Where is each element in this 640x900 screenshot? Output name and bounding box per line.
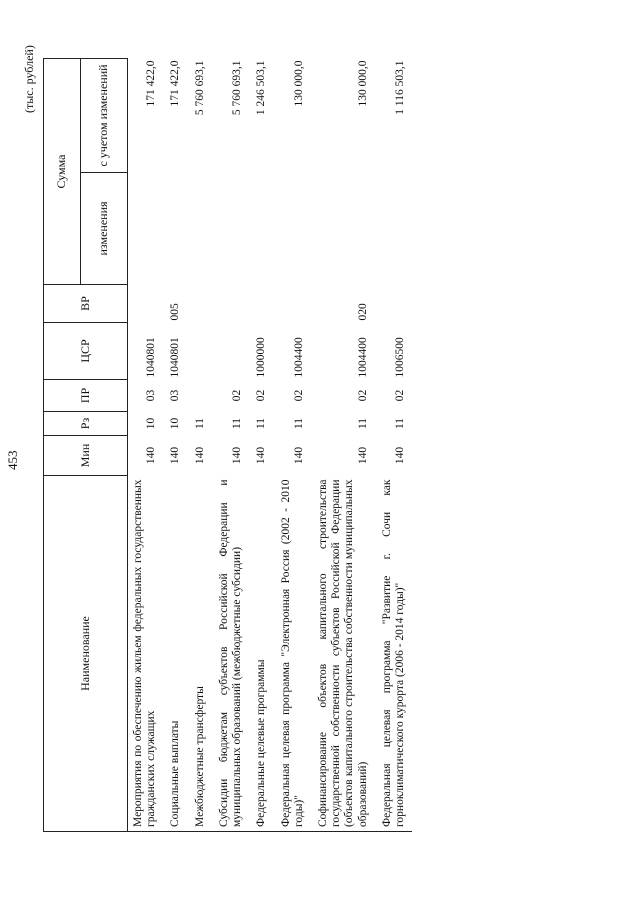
row-min: 140 bbox=[255, 446, 268, 465]
row-total: 5 760 693,1 bbox=[231, 60, 244, 116]
row-total: 1 116 503,1 bbox=[394, 60, 407, 115]
table-row bbox=[249, 58, 273, 831]
row-csr bbox=[212, 323, 249, 380]
row-rz: 11 bbox=[193, 417, 206, 430]
row-rz: 11 bbox=[394, 417, 407, 430]
row-csr: 1000000 bbox=[255, 337, 268, 378]
row-vr bbox=[128, 285, 164, 323]
row-changes bbox=[188, 173, 212, 285]
row-min: 140 bbox=[231, 446, 244, 465]
row-min: 140 bbox=[193, 446, 206, 465]
table-row bbox=[163, 58, 187, 831]
row-pr: 02 bbox=[292, 389, 305, 402]
row-name: Федеральная целевая программа "Развитие г. Сочи как горноклиматического курорта (2006 - 2014 годы)" bbox=[375, 476, 412, 832]
table-row bbox=[375, 58, 412, 831]
row-pr: 02 bbox=[394, 389, 407, 402]
header-sum: Сумма bbox=[44, 58, 81, 284]
row-total: 130 000,0 bbox=[292, 60, 305, 107]
row-vr bbox=[274, 285, 311, 323]
row-min: 140 bbox=[169, 446, 182, 465]
row-name: Мероприятия по обеспечению жильем федеральных государственных гражданских служащих bbox=[128, 476, 164, 832]
header-csr: ЦСР bbox=[44, 323, 128, 380]
row-vr bbox=[249, 285, 273, 323]
header-name: Наименование bbox=[44, 476, 128, 832]
row-total: 130 000,0 bbox=[356, 60, 369, 107]
row-vr bbox=[212, 285, 249, 323]
table-row bbox=[128, 58, 164, 831]
row-pr: 02 bbox=[231, 389, 244, 402]
row-name: Федеральные целевые программы bbox=[249, 476, 273, 832]
row-rz: 10 bbox=[145, 417, 158, 430]
row-changes bbox=[212, 173, 249, 285]
row-csr bbox=[188, 323, 212, 380]
budget-table bbox=[43, 58, 412, 832]
table-row bbox=[311, 58, 375, 831]
row-rz: 11 bbox=[356, 417, 369, 430]
row-name: Субсидии бюджетам субъектов Российской Федерации и муниципальных образований (межбюджетные субсидии) bbox=[212, 476, 249, 832]
row-rz: 10 bbox=[169, 417, 182, 430]
row-pr: 03 bbox=[145, 389, 158, 402]
header-vr: ВР bbox=[44, 285, 128, 323]
row-vr bbox=[375, 285, 412, 323]
row-min: 140 bbox=[356, 446, 369, 465]
row-min: 140 bbox=[292, 446, 305, 465]
row-total: 5 760 693,1 bbox=[193, 60, 206, 116]
table-body bbox=[128, 58, 413, 831]
row-csr: 1004400 bbox=[292, 337, 305, 378]
row-pr: 03 bbox=[169, 389, 182, 402]
row-changes bbox=[274, 173, 311, 285]
row-pr: 02 bbox=[255, 389, 268, 402]
row-vr: 005 bbox=[169, 303, 182, 321]
row-total: 171 422,0 bbox=[169, 60, 182, 107]
row-name: Межбюджетные трансферты bbox=[188, 476, 212, 832]
table-row bbox=[212, 58, 249, 831]
table-row bbox=[274, 58, 311, 831]
header-pr: ПР bbox=[44, 380, 128, 412]
row-vr bbox=[188, 285, 212, 323]
row-csr: 1040801 bbox=[169, 337, 182, 378]
header-changes: изменения bbox=[81, 173, 128, 285]
row-changes bbox=[375, 173, 412, 285]
table-row bbox=[188, 58, 212, 831]
row-changes bbox=[128, 173, 164, 285]
row-pr bbox=[188, 380, 212, 412]
row-changes bbox=[163, 173, 187, 285]
header-min: Мин bbox=[44, 436, 128, 476]
row-vr: 020 bbox=[356, 303, 369, 321]
header-rz: Рз bbox=[44, 412, 128, 436]
row-total: 171 422,0 bbox=[145, 60, 158, 107]
row-changes bbox=[311, 173, 375, 285]
row-rz: 11 bbox=[292, 417, 305, 430]
row-pr: 02 bbox=[356, 389, 369, 402]
row-csr: 1004400 bbox=[356, 337, 369, 378]
units-label: (тыс. рублей) bbox=[22, 45, 36, 113]
header-with-changes: с учетом изменений bbox=[81, 58, 128, 172]
row-name: Федеральная целевая программа "Электронная Россия (2002 - 2010 годы)" bbox=[274, 476, 311, 832]
row-changes bbox=[249, 173, 273, 285]
row-rz: 11 bbox=[231, 417, 244, 430]
row-min: 140 bbox=[145, 446, 158, 465]
row-csr: 1006500 bbox=[394, 337, 407, 378]
row-rz: 11 bbox=[255, 417, 268, 430]
row-csr: 1040801 bbox=[145, 337, 158, 378]
row-name: Софинансирование объектов капитального строительства государственной собственности субъектов Российской Федерации (объектов капитального строительства собственности муниципальных образований) bbox=[311, 476, 375, 832]
row-min: 140 bbox=[394, 446, 407, 465]
row-total: 1 246 503,1 bbox=[255, 60, 268, 116]
page-number: 453 bbox=[5, 450, 20, 470]
row-name: Социальные выплаты bbox=[163, 476, 187, 832]
